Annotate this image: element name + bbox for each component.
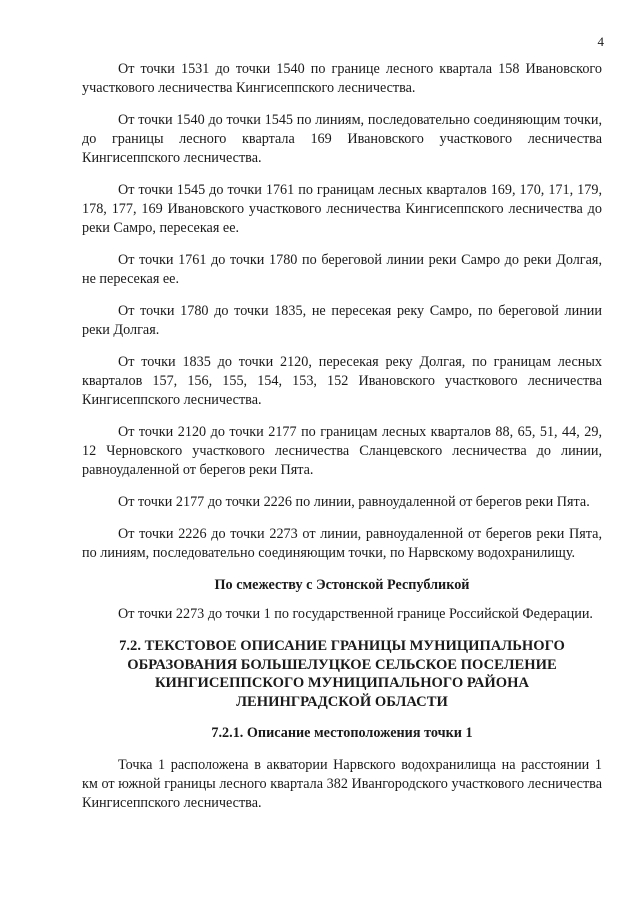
section-title-line: 7.2. ТЕКСТОВОЕ ОПИСАНИЕ ГРАНИЦЫ МУНИЦИПАЛЬНОГО <box>119 638 565 654</box>
section-title <box>82 637 602 711</box>
paragraph-point-1: Точка 1 расположена в акватории Нарвского водохранилища на расстоянии 1 км от южной границы лесного квартала 382 Ивангородского участкового лесничества Кингисеппского лесничества. <box>82 757 602 811</box>
subsection-heading: 7.2.1. Описание местоположения точки 1 <box>211 725 473 741</box>
paragraph-1545-1761: От точки 1545 до точки 1761 по границам лесных кварталов 169, 170, 171, 179, 178, 177, 169 Ивановского участкового лесничества Кингисеппского лесничества до реки Самро, пересекая ее. <box>82 182 602 236</box>
paragraph-2120-2177: От точки 2120 до точки 2177 по границам лесных кварталов 88, 65, 51, 44, 29, 12 Черновского участкового лесничества Сланцевского лесничества до линии, равноудаленной от берегов реки Пята. <box>82 424 602 478</box>
paragraph-2273-1: От точки 2273 до точки 1 по государственной границе Российской Федерации. <box>118 606 593 622</box>
section-title-line: КИНГИСЕППСКОГО МУНИЦИПАЛЬНОГО РАЙОНА <box>154 675 530 691</box>
paragraph-2226-2273: От точки 2226 до точки 2273 от линии, равноудаленной от берегов реки Пята, по линиям, последовательно соединяющим точки, по Нарвскому водохранилищу. <box>82 526 602 561</box>
paragraph-2177-2226: От точки 2177 до точки 2226 по линии, равноудаленной от берегов реки Пята. <box>118 494 590 510</box>
paragraph-1761-1780: От точки 1761 до точки 1780 по береговой линии реки Самро до реки Долгая, не пересекая ее. <box>82 252 602 287</box>
estonia-heading: По смежеству с Эстонской Республикой <box>214 577 470 593</box>
document-body <box>82 60 602 813</box>
paragraph-1780-1835: От точки 1780 до точки 1835, не пересекая реку Самро, по береговой линии реки Долгая. <box>82 303 602 338</box>
section-title-line: ОБРАЗОВАНИЯ БОЛЬШЕЛУЦКОЕ СЕЛЬСКОЕ ПОСЕЛЕНИЕ <box>127 656 557 673</box>
page-number: 4 <box>597 34 604 49</box>
paragraph-1835-2120: От точки 1835 до точки 2120, пересекая реку Долгая, по границам лесных кварталов 157, 156, 155, 154, 153, 152 Ивановского участкового лесничества Кингисеппского лесничества. <box>82 354 602 408</box>
paragraph-1540-1545: От точки 1540 до точки 1545 по линиям, последовательно соединяющим точки, до границы лесного квартала 169 Ивановского участкового лесничества Кингисеппского лесничества. <box>82 112 602 166</box>
section-title-line: ЛЕНИНГРАДСКОЙ ОБЛАСТИ <box>236 693 448 710</box>
paragraph-1531-1540: От точки 1531 до точки 1540 по границе лесного квартала 158 Ивановского участкового лесничества Кингисеппского лесничества. <box>82 61 602 96</box>
